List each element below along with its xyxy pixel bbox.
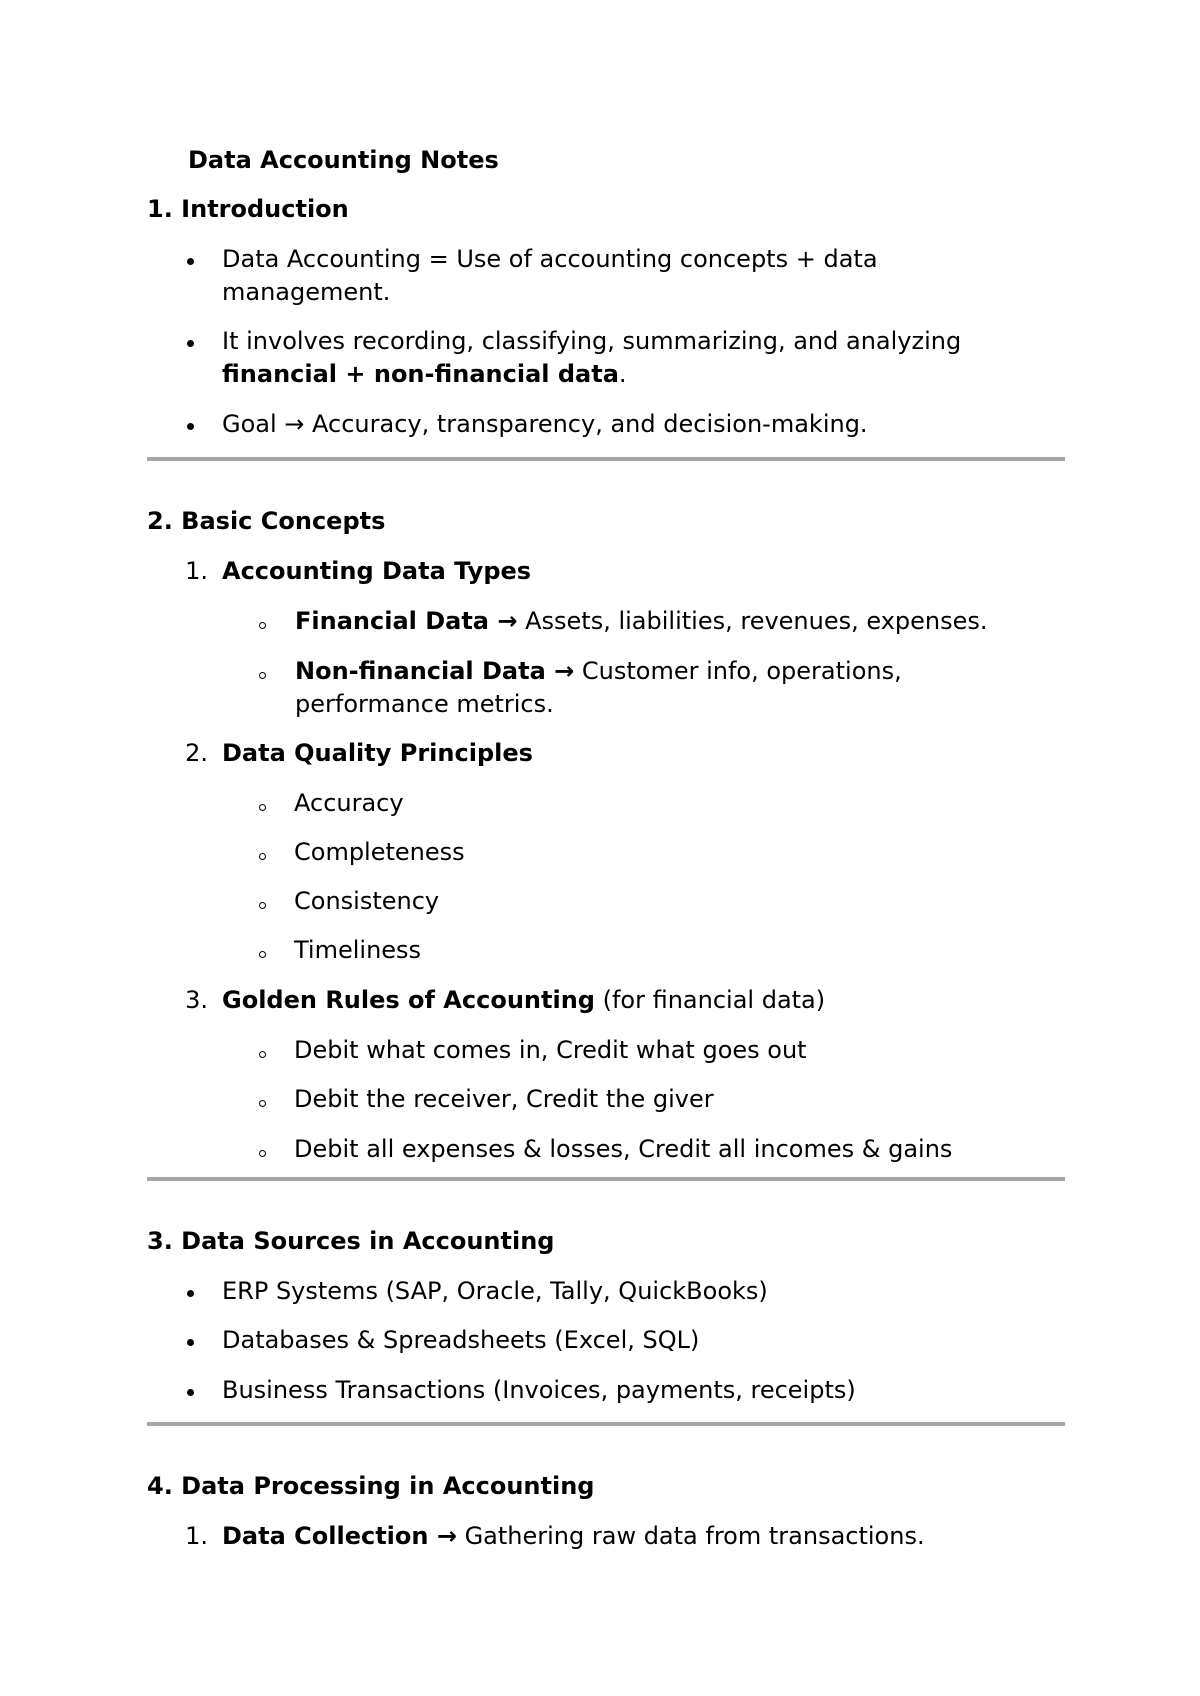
circle-bullet-icon	[259, 951, 266, 958]
intro-bullet-2-line-2	[222, 358, 627, 390]
golden-rule: Debit what comes in, Credit what goes out	[294, 1036, 807, 1064]
circle-bullet-icon	[259, 1051, 266, 1058]
section-1-heading: 1. Introduction	[147, 195, 349, 223]
data-source-item: Business Transactions (Invoices, payments, receipts)	[222, 1376, 856, 1404]
intro-bullet-3: Goal → Accuracy, transparency, and decision-making.	[222, 410, 868, 438]
list-number: 2.	[185, 739, 208, 767]
bullet-icon	[187, 340, 194, 347]
quality-item: Consistency	[294, 887, 440, 915]
section-4-heading: 4. Data Processing in Accounting	[147, 1472, 595, 1500]
data-source-item: Databases & Spreadsheets (Excel, SQL)	[222, 1326, 700, 1354]
circle-bullet-icon	[259, 902, 266, 909]
intro-bullet-1-line-1: Data Accounting = Use of accounting concepts + data	[222, 245, 878, 273]
bullet-icon	[187, 1290, 194, 1297]
circle-bullet-icon	[259, 622, 266, 629]
data-collection-item	[222, 1520, 925, 1552]
golden-rules-suffix: (for financial data)	[594, 986, 826, 1014]
bullet-icon	[187, 258, 194, 265]
data-quality-principles-label: Data Quality Principles	[222, 739, 533, 767]
financial-data-text: Assets, liabilities, revenues, expenses.	[517, 607, 988, 635]
circle-bullet-icon	[259, 853, 266, 860]
non-financial-data-item	[295, 655, 902, 687]
section-3-heading: 3. Data Sources in Accounting	[147, 1227, 555, 1255]
financial-data-item	[295, 605, 988, 637]
data-source-item: ERP Systems (SAP, Oracle, Tally, QuickBooks)	[222, 1277, 768, 1305]
data-collection-text: Gathering raw data from transactions.	[456, 1522, 925, 1550]
non-financial-data-label: Non-financial Data →	[295, 657, 575, 685]
quality-item: Timeliness	[294, 936, 422, 964]
intro-bullet-2-end: .	[618, 360, 627, 388]
intro-bullet-1-line-2: management.	[222, 278, 391, 306]
accounting-data-types-label: Accounting Data Types	[222, 557, 532, 585]
non-financial-data-text: Customer info, operations,	[574, 657, 902, 685]
bullet-icon	[187, 1339, 194, 1346]
financial-data-label: Financial Data →	[295, 607, 518, 635]
document-title: Data Accounting Notes	[188, 146, 499, 174]
section-divider	[147, 1177, 1065, 1181]
section-divider	[147, 457, 1065, 461]
golden-rules-label: Golden Rules of Accounting	[222, 986, 595, 1014]
section-divider	[147, 1422, 1065, 1426]
circle-bullet-icon	[259, 1100, 266, 1107]
quality-item: Completeness	[294, 838, 465, 866]
non-financial-data-line-2: performance metrics.	[295, 690, 554, 718]
circle-bullet-icon	[259, 1150, 266, 1157]
data-collection-label: Data Collection →	[222, 1522, 457, 1550]
circle-bullet-icon	[259, 672, 266, 679]
golden-rules-item	[222, 984, 825, 1016]
list-number: 3.	[185, 986, 208, 1014]
list-number: 1.	[185, 1522, 208, 1550]
golden-rule: Debit the receiver, Credit the giver	[294, 1085, 714, 1113]
intro-bullet-2-line-1: It involves recording, classifying, summarizing, and analyzing	[222, 327, 962, 355]
circle-bullet-icon	[259, 804, 266, 811]
intro-bullet-2-bold: financial + non-financial data	[222, 360, 619, 388]
list-number: 1.	[185, 557, 208, 585]
quality-item: Accuracy	[294, 789, 404, 817]
bullet-icon	[187, 1389, 194, 1396]
golden-rule: Debit all expenses & losses, Credit all incomes & gains	[294, 1135, 953, 1163]
bullet-icon	[187, 423, 194, 430]
section-2-heading: 2. Basic Concepts	[147, 507, 386, 535]
